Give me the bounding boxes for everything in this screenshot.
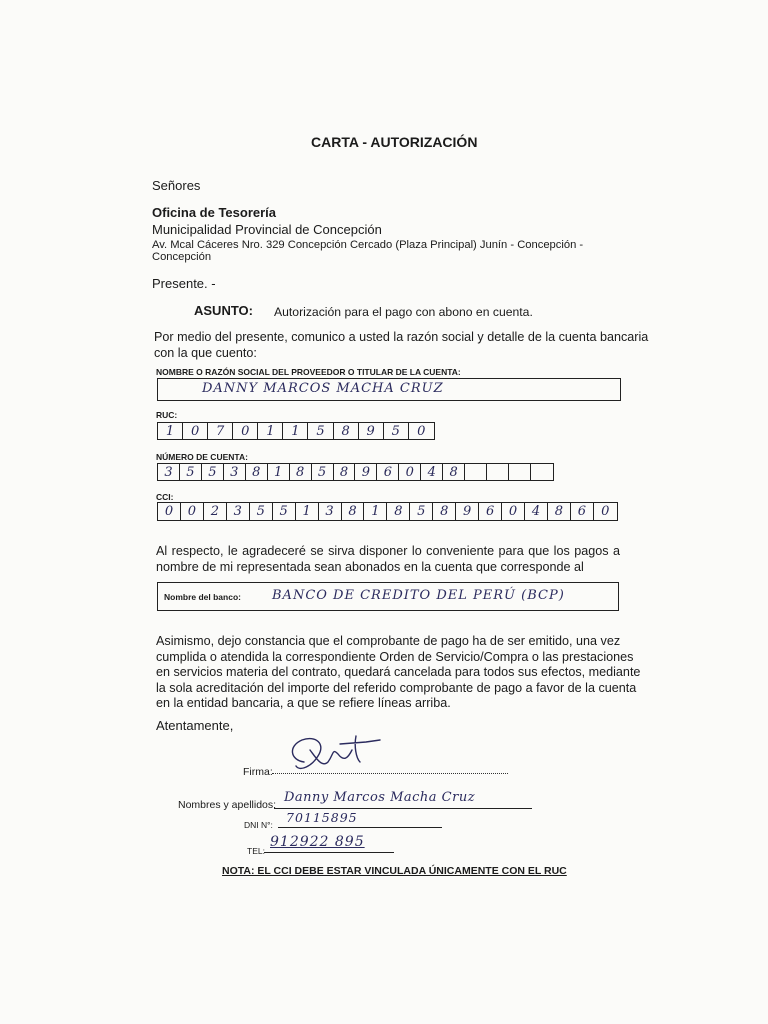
bank-value: BANCO DE CREDITO DEL PERÚ (BCP) (272, 588, 565, 603)
cci-digit-cell: 5 (410, 503, 433, 520)
cci-digit-cell: 0 (181, 503, 204, 520)
cci-digit-cell: 5 (273, 503, 296, 520)
presente-text: Presente. - (152, 276, 216, 291)
cci-note: NOTA: EL CCI DEBE ESTAR VINCULADA ÚNICAMENTE CON EL RUC (222, 865, 567, 877)
firma-line (272, 765, 508, 774)
recipient-address-line2: Concepción (152, 251, 212, 263)
account-digit-cell: 8 (334, 464, 356, 480)
respecto-paragraph (156, 544, 620, 575)
constancia-line: Asimismo, dejo constancia que el comprobante de pago ha de ser emitido, una vez (156, 634, 621, 648)
recipient-entity: Municipalidad Provincial de Concepción (152, 222, 382, 237)
account-digit-cell: 5 (202, 464, 224, 480)
intro-line: Por medio del presente, comunico a usted la razón social y detalle de la cuenta bancaria (154, 330, 649, 344)
account-digit-cell: 3 (224, 464, 246, 480)
ruc-digit-cell: 0 (183, 423, 208, 439)
constancia-line: la sola acreditación del importe del referido comprobante de pago a favor de la cuenta (156, 680, 637, 695)
cci-digit-cell: 8 (342, 503, 365, 520)
names-label: Nombres y apellidos: (178, 799, 277, 811)
respecto-line: Al respecto, le agradeceré se sirva disponer lo conveniente para que los pagos a (156, 544, 620, 558)
firma-label: Firma: (243, 766, 273, 778)
respecto-line: nombre de mi representada sean abonados en la cuenta que corresponde al (156, 559, 584, 574)
subject-text: Autorización para el pago con abono en cuenta. (274, 305, 533, 319)
closing-text: Atentamente, (156, 718, 234, 733)
account-cells (157, 463, 554, 481)
constancia-line: cumplida o atendida la correspondiente Orden de Servicio/Compra o las prestaciones (156, 649, 634, 664)
ruc-digit-cell: 5 (308, 423, 333, 439)
subject-label: ASUNTO: (194, 303, 253, 318)
cci-digit-cell: 8 (433, 503, 456, 520)
name-field-value: DANNY MARCOS MACHA CRUZ (202, 381, 444, 396)
constancia-line: en la entidad bancaria, a que se refiere líneas arriba. (156, 696, 451, 710)
document-title: CARTA - AUTORIZACIÓN (311, 134, 478, 150)
ruc-label: RUC: (156, 410, 178, 420)
account-digit-cell: 4 (421, 464, 443, 480)
cci-digit-cell: 6 (479, 503, 502, 520)
bank-label: Nombre del banco: (164, 592, 241, 602)
account-digit-cell: 0 (399, 464, 421, 480)
dni-label: DNI N°: (244, 820, 273, 830)
recipient-address-line1: Av. Mcal Cáceres Nro. 329 Concepción Cercado (Plaza Principal) Junín - Concepción - (152, 239, 584, 251)
cci-digit-cell: 3 (227, 503, 250, 520)
ruc-digit-cell: 0 (417, 423, 426, 439)
cci-label: CCI: (156, 492, 174, 502)
cci-digit-cell: 4 (525, 503, 548, 520)
account-digit-cell: 1 (268, 464, 290, 480)
account-digit-cell: 5 (180, 464, 202, 480)
account-digit-cell (531, 464, 553, 480)
greeting: Señores (152, 178, 201, 193)
ruc-digit-cell: 0 (233, 423, 258, 439)
tel-value: 912922 895 (270, 834, 365, 850)
account-digit-cell (509, 464, 531, 480)
bank-field-box (157, 582, 619, 611)
intro-paragraph (154, 330, 649, 361)
account-digit-cell: 5 (312, 464, 334, 480)
ruc-digit-cell: 5 (384, 423, 409, 439)
cci-digit-cell: 8 (387, 503, 410, 520)
intro-line: con la que cuento: (154, 345, 257, 360)
ruc-digit-cell: 7 (208, 423, 233, 439)
dni-value: 70115895 (286, 810, 358, 825)
cci-digit-cell: 5 (250, 503, 273, 520)
names-value: Danny Marcos Macha Cruz (284, 790, 476, 805)
cci-digit-cell: 1 (364, 503, 387, 520)
constancia-line: en servicios materia del contrato, quedará cancelada para todos sus efectos, mediante (156, 665, 641, 679)
cci-digit-cell: 3 (319, 503, 342, 520)
ruc-digit-cell: 1 (258, 423, 283, 439)
cci-digit-cell: 0 (158, 503, 181, 520)
cci-digit-cell: 0 (601, 504, 610, 519)
ruc-cells (157, 422, 435, 440)
account-digit-cell: 6 (377, 464, 399, 480)
cci-cells (157, 502, 618, 521)
account-digit-cell: 9 (355, 464, 377, 480)
name-field-label: NOMBRE O RAZÓN SOCIAL DEL PROVEEDOR O TITULAR DE LA CUENTA: (156, 367, 461, 377)
constancia-paragraph (156, 634, 641, 712)
cci-digit-cell: 2 (204, 503, 227, 520)
ruc-digit-cell: 1 (283, 423, 308, 439)
cci-digit-cell: 6 (571, 503, 594, 520)
ruc-digit-cell: 8 (334, 423, 359, 439)
account-label: NÚMERO DE CUENTA: (156, 452, 248, 462)
cci-digit-cell: 9 (456, 503, 479, 520)
name-field-box (157, 378, 621, 401)
tel-label: TEL: (247, 846, 265, 856)
ruc-digit-cell: 9 (359, 423, 384, 439)
account-digit-cell: 3 (158, 464, 180, 480)
account-digit-cell: 8 (246, 464, 268, 480)
account-digit-cell: 8 (443, 464, 465, 480)
cci-digit-cell: 8 (548, 503, 571, 520)
ruc-digit-cell: 1 (158, 423, 183, 439)
recipient-office: Oficina de Tesorería (152, 205, 277, 220)
account-digit-cell (487, 464, 509, 480)
cci-digit-cell: 0 (502, 503, 525, 520)
cci-digit-cell: 1 (296, 503, 319, 520)
account-digit-cell: 8 (290, 464, 312, 480)
account-digit-cell (465, 464, 487, 480)
